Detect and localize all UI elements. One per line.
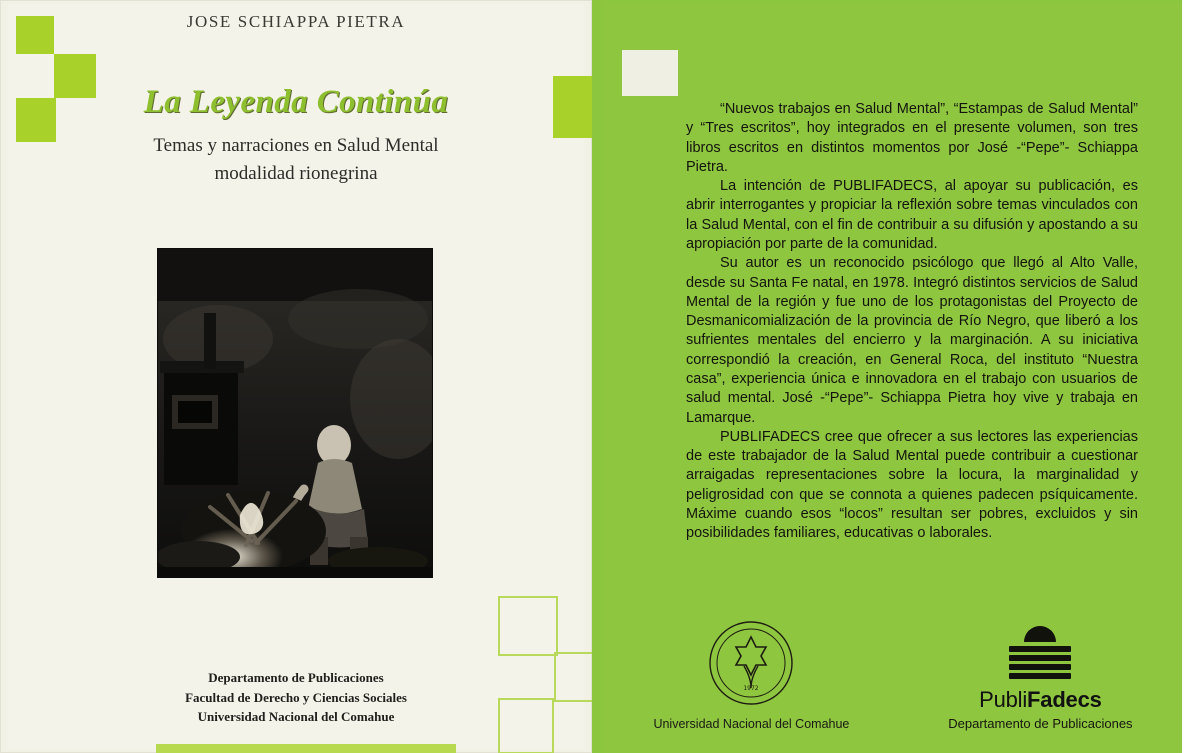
author-name: JOSE SCHIAPPA PIETRA [186, 12, 406, 31]
publisher-wordmark [948, 687, 1132, 713]
publifadecs-book-icon [1001, 622, 1079, 682]
publisher-caption: Departamento de Publicaciones [948, 716, 1133, 731]
blurb-paragraph-1: “Nuevos trabajos en Salud Mental”, “Estampas de Salud Mental” y “Tres escritos”, hoy integrados en el presente volumen, son tres libros escritos en distintos momentos por José -“Pepe”- Schiappa Pietra. [686, 101, 1138, 175]
cover-photograph [157, 248, 433, 578]
imprint-line-1: Departamento de Publicaciones [208, 670, 384, 685]
book-subtitle-line-1: Temas y narraciones en Salud Mental [153, 135, 439, 156]
blurb-paragraph-3: Su autor es un reconocido psicólogo que llegó al Alto Valle, desde su Santa Fe natal, en 1978. Integró distintos servicios de Salud Mental de la región y fue uno de los protagonistas del Proyecto de Desmanicomialización de la provincia de Río Negro, que liberó a los sufrientes mentales del encierro y la marginación. A su iniciativa correspondió la creación, en General Roca, del instituto “Nuestra casa”, experiencia única e innovadora en el trabajo con usuarios de salud mental. José -“Pepe”- Schiappa Pietra hoy vive y trabaja en Lamarque. [686, 255, 1138, 426]
imprint-line-2: Facultad de Derecho y Ciencias Sociales [185, 689, 407, 705]
front-cover-page [8, 4, 584, 749]
university-logo-block [653, 620, 849, 731]
imprint-line-3: Universidad Nacional del Comahue [197, 709, 395, 724]
cover-photo-illustration [158, 249, 432, 577]
imprint-block [8, 668, 584, 727]
book-title: La Leyenda Continúa [143, 84, 449, 120]
logo-row [604, 620, 1182, 731]
back-cover [592, 0, 1182, 753]
universidad-nacional-del-comahue-seal-icon [708, 620, 794, 706]
seal-year: 1972 [743, 685, 760, 692]
book-subtitle [8, 132, 584, 187]
university-caption: Universidad Nacional del Comahue [653, 717, 850, 731]
back-cover-page [604, 4, 1182, 753]
bottom-green-bar [156, 744, 456, 753]
publisher-name-suffix: Fadecs [1027, 687, 1102, 712]
front-cover [0, 0, 592, 753]
publisher-logo-block [948, 622, 1132, 731]
publisher-name-prefix: Publi [979, 687, 1028, 712]
decorative-white-patch [622, 50, 678, 96]
blurb-paragraph-2: La intención de PUBLIFADECS, al apoyar su publicación, es abrir interrogantes y propiciar la reflexión sobre temas vinculados con la Salud Mental, con el fin de contribuir a su difusión y apostando a su apropiación por parte de la comunidad. [686, 178, 1138, 252]
book-subtitle-line-2: modalidad rionegrina [214, 162, 378, 184]
blurb-paragraph-4: PUBLIFADECS cree que ofrecer a sus lectores las experiencias de este trabajador de la Salud Mental puede contribuir a cuestionar arraigadas representaciones sobre la locura, la marginalidad y peligrosidad con que se connota a quienes padecen psíquicamente. Máxime cuando esos “locos” resultan ser pobres, excluidos y sin posibilidades familiares, educativas o laborales. [686, 428, 1138, 542]
decorative-outline-square-1 [498, 596, 558, 656]
back-cover-blurb [686, 100, 1138, 543]
